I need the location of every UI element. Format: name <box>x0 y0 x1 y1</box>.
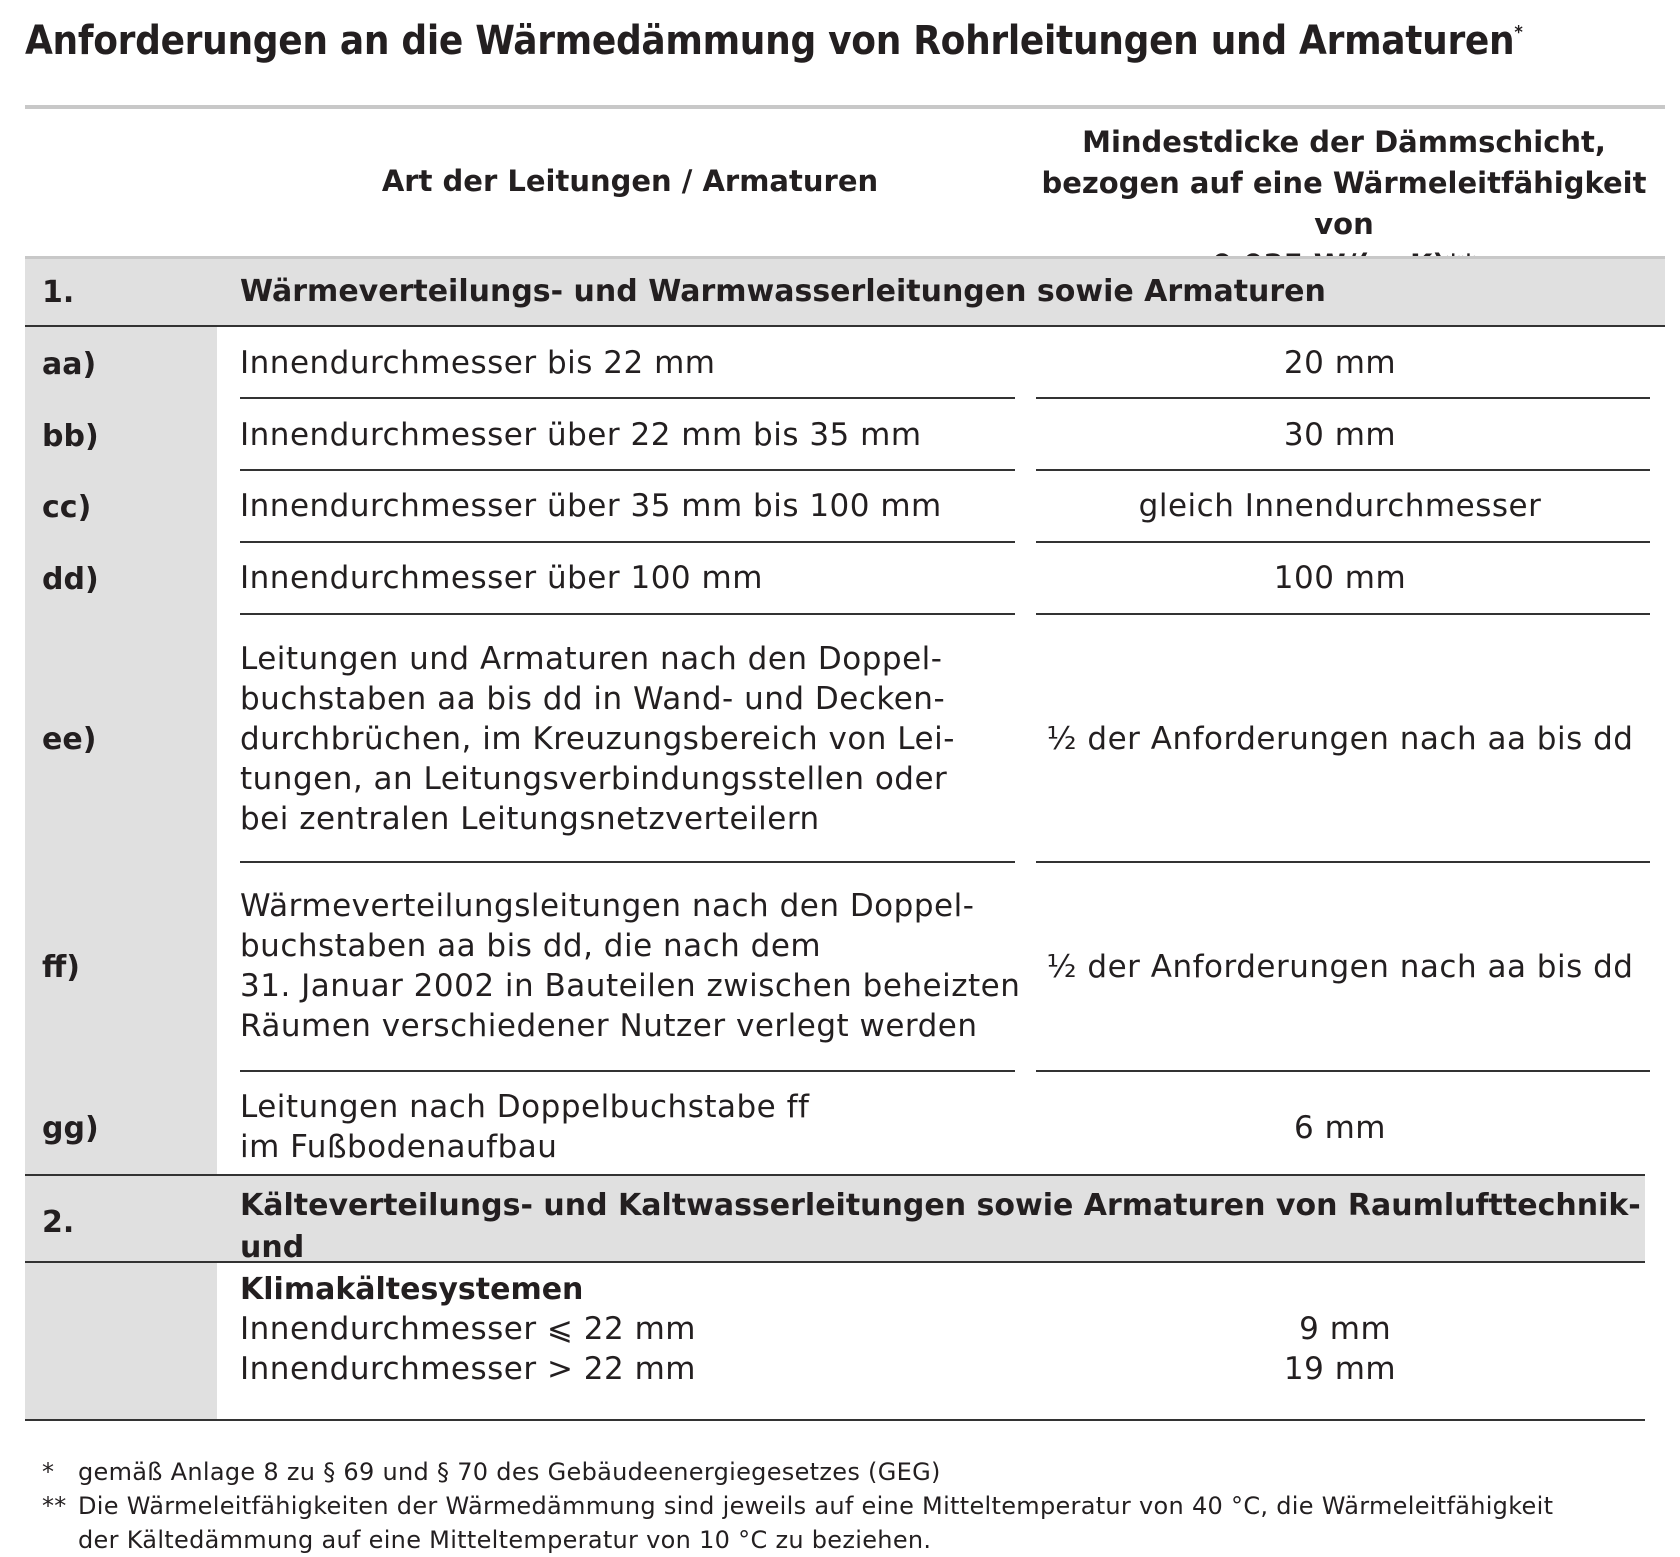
row-desc-ff: Wärmeverteilungsleitungen nach den Doppel- buchstaben aa bis dd, die nach dem 31. Januar 2002 in Bauteilen zwischen beheizten Räumen verschiedener Nutzer verlegt werden <box>240 888 1021 1044</box>
column-header-thickness-line: Mindestdicke der Dämmschicht, <box>1082 125 1606 159</box>
section-2-label-column <box>25 1263 217 1420</box>
row-divider <box>1036 541 1650 543</box>
row-desc-section-2: Innendurchmesser ⩽ 22 mm Innendurchmesser > 22 mm <box>240 1311 697 1387</box>
footnote-1-text: gemäß Anlage 8 zu § 69 und § 70 des Gebäudeenergiegesetzes (GEG) <box>78 1458 941 1486</box>
row-desc-dd: Innendurchmesser über 100 mm <box>240 560 763 596</box>
title-footnote-mark: * <box>1514 22 1523 43</box>
row-value-gg: 6 mm <box>1294 1110 1386 1146</box>
section-2-number: 2. <box>42 1205 75 1240</box>
row-divider <box>1036 861 1650 863</box>
top-rule <box>25 105 1665 109</box>
row-desc-cc: Innendurchmesser über 35 mm bis 100 mm <box>240 488 942 524</box>
row-desc-aa: Innendurchmesser bis 22 mm <box>240 345 716 381</box>
row-label-gg: gg) <box>42 1111 99 1146</box>
row-label-cc: cc) <box>42 490 92 525</box>
row-value-ee: ½ der Anforderungen nach aa bis dd <box>1046 721 1634 757</box>
row-label-bb: bb) <box>42 419 99 454</box>
footnote-1-mark: * <box>42 1458 55 1486</box>
row-divider <box>240 613 1015 615</box>
row-label-ff: ff) <box>42 950 81 985</box>
page-title-text: Anforderungen an die Wärmedämmung von Rohrleitungen und Armaturen <box>25 18 1515 64</box>
section-2-title-line: Klimakältesystemen <box>240 1272 584 1307</box>
row-desc-ee: Leitungen und Armaturen nach den Doppel- buchstaben aa bis dd in Wand- und Decken- durchbrüchen, im Kreuzungsbereich von Lei- tungen, an Leitungsverbindungsstellen oder bei zentralen Leitungsnetzverteilern <box>240 641 955 837</box>
row-divider <box>240 1070 1015 1072</box>
row-divider <box>1036 1070 1650 1072</box>
row-value-dd: 100 mm <box>1273 560 1407 596</box>
row-divider <box>240 861 1015 863</box>
section-2-title <box>240 1185 1680 1311</box>
section-2-title-line: Kälteverteilungs- und Kaltwasserleitungen sowie Armaturen von Raumlufttechnik- und <box>240 1188 1641 1265</box>
page-title <box>25 18 1523 64</box>
row-label-ee: ee) <box>42 722 97 757</box>
footnote-2-mark: ** <box>42 1492 67 1520</box>
row-divider <box>240 397 1015 399</box>
row-label-dd: dd) <box>42 562 99 597</box>
row-desc-gg: Leitungen nach Doppelbuchstabe ff im Fußbodenaufbau <box>240 1089 810 1165</box>
row-divider <box>240 469 1015 471</box>
section-1-number: 1. <box>42 275 75 310</box>
row-divider <box>1036 613 1650 615</box>
row-divider <box>240 541 1015 543</box>
row-label-aa: aa) <box>42 347 97 382</box>
footnote-2-text: Die Wärmeleitfähigkeiten der Wärmedämmung sind jeweils auf eine Mitteltemperatur von 40 °C, die Wärmeleitfähigkeit der Kältedämmung auf eine Mitteltemperatur von 10 °C zu beziehen. <box>78 1492 1554 1554</box>
row-value-aa: 20 mm <box>1283 345 1397 381</box>
row-value-bb: 30 mm <box>1283 417 1397 453</box>
row-divider <box>1036 397 1650 399</box>
row-value-cc: gleich Innendurchmesser <box>1138 488 1542 524</box>
row-divider <box>1036 469 1650 471</box>
row-value-ff: ½ der Anforderungen nach aa bis dd <box>1046 949 1634 985</box>
bottom-rule <box>25 1419 1645 1421</box>
row-desc-bb: Innendurchmesser über 22 mm bis 35 mm <box>240 417 922 453</box>
column-header-type: Art der Leitungen / Armaturen <box>381 164 879 198</box>
row-value-section-2: 9 mm 19 mm <box>1283 1311 1397 1387</box>
section-1-title: Wärmeverteilungs- und Warmwasserleitungen sowie Armaturen <box>240 274 1326 309</box>
column-header-thickness-line: bezogen auf eine Wärmeleitfähigkeit von <box>1041 166 1647 241</box>
